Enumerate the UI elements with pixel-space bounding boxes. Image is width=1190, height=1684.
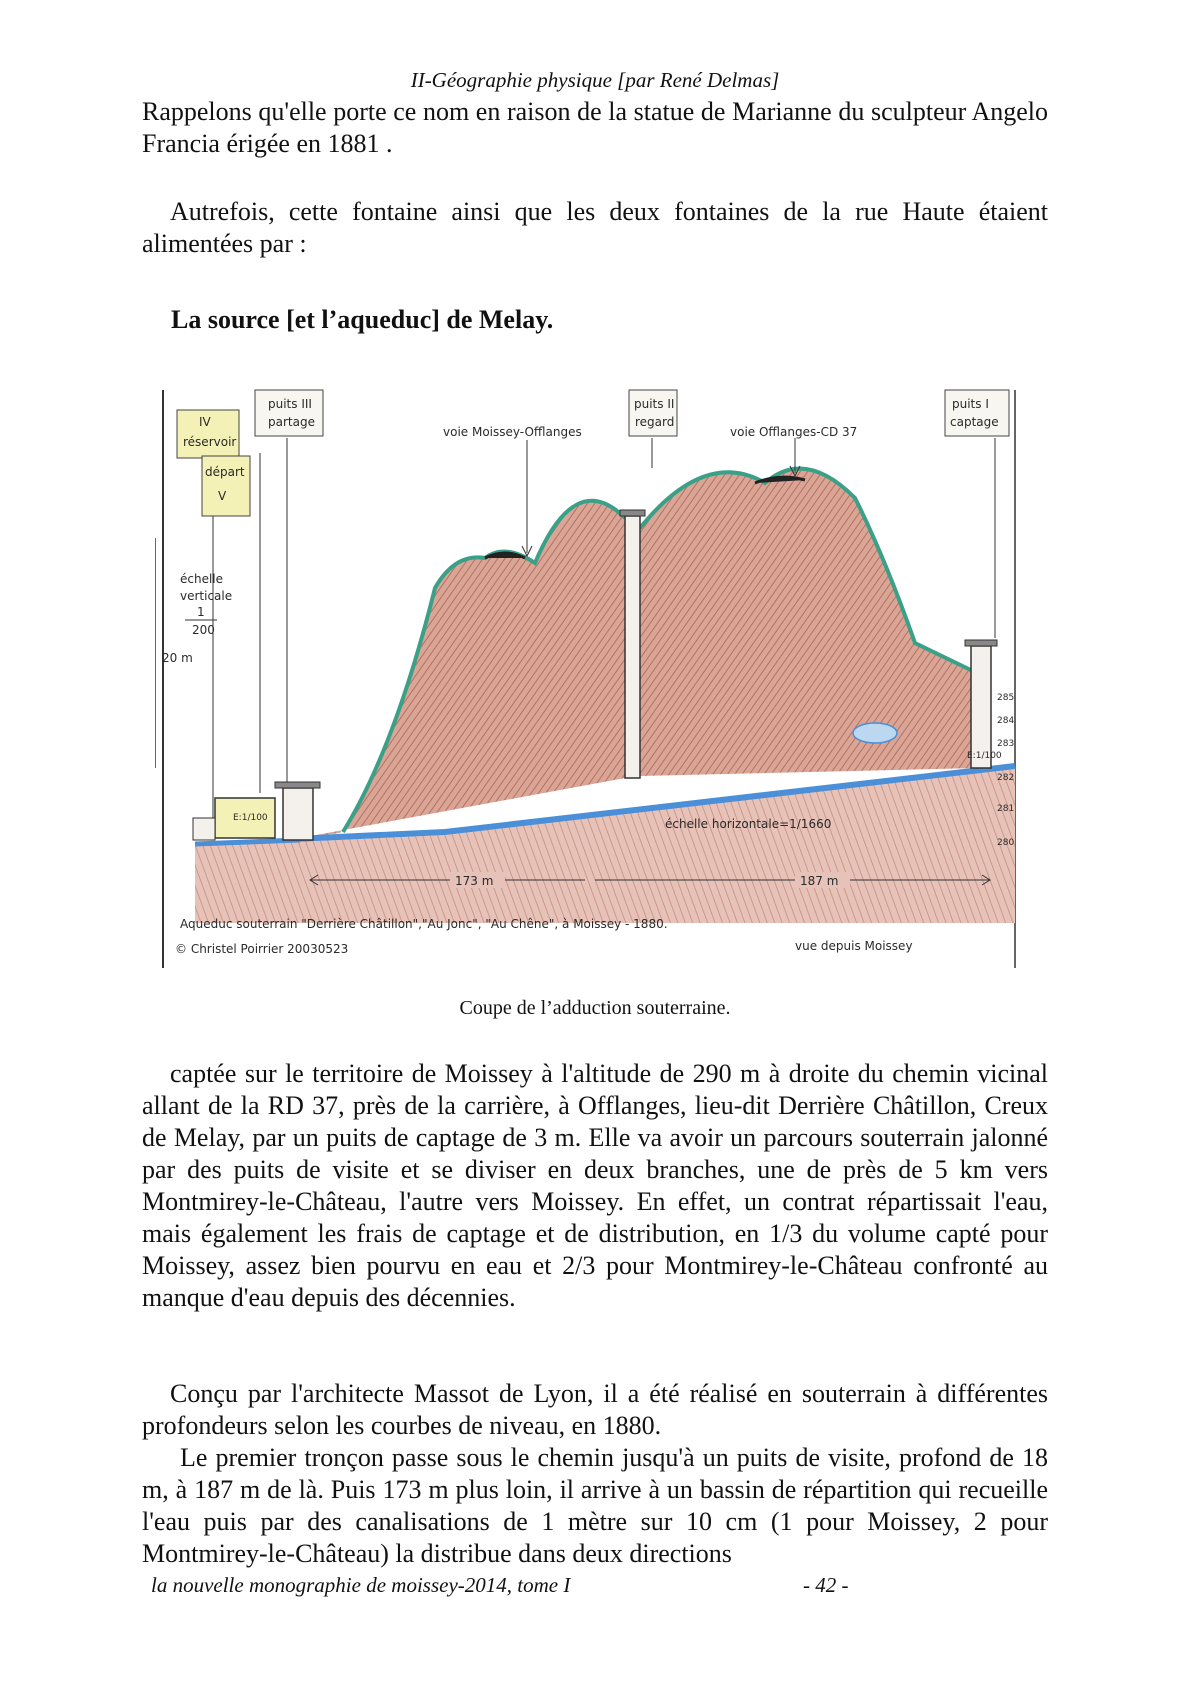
label-voie-1: voie Moissey-Offlanges: [443, 425, 582, 439]
label-173m: 173 m: [455, 874, 494, 888]
cross-section-drawing: [155, 388, 1021, 970]
label-echelle-horizontale: échelle horizontale=1/1660: [665, 817, 832, 831]
shaft-1: [971, 646, 991, 768]
alt-285: 285: [997, 693, 1015, 703]
paragraph-1: Rappelons qu'elle porte ce nom en raison de la statue de Marianne du sculpteur Angelo Francia érigée en 1881 .: [142, 97, 1048, 158]
label-echelle-2: verticale: [180, 589, 233, 603]
drawing-credit: © Christel Poirrier 20030523: [175, 942, 349, 956]
spring-source: [853, 723, 897, 743]
lower-ground: [195, 768, 1015, 923]
hill-left: [300, 501, 625, 838]
alt-282: 282: [997, 773, 1015, 783]
aqueduct-cross-section-figure: [155, 388, 1021, 970]
label-187m: 187 m: [800, 874, 839, 888]
label-e100-left: E:1/100: [233, 813, 268, 823]
drawing-title: Aqueduc souterrain "Derrière Châtillon","Au Jonc", "Au Chêne", à Moissey - 1880.: [180, 917, 668, 931]
label-echelle-1: échelle: [180, 572, 224, 586]
label-echelle-4: 200: [192, 623, 215, 637]
alt-281: 281: [997, 804, 1015, 814]
label-voie-2: voie Offlanges-CD 37: [730, 425, 858, 439]
running-header: II-Géographie physique [par René Delmas]: [410, 68, 780, 92]
paragraph-3: captée sur le territoire de Moissey à l'altitude de 290 m à droite du chemin vicinal allant de la RD 37, près de la carrière, à Offlanges, lieu-dit Derrière Châtillon, Creux de Melay, par un puits de captage de 3 m. Elle va avoir un parcours souterrain jalonné par des puits de visite et se diviser en deux branches, une de près de 5 km vers Montmirey-le-Château, l'autre vers Moissey. En effet, un contrat répartissait l'eau, mais également les frais de captage et de distribution, en 1/3 du volume capté pour Moissey, assez bien pourvu en eau et 2/3 pour Montmirey-le-Château confronté au manque d'eau depuis des décennies.: [142, 1059, 1048, 1312]
page-number: - 42 -: [803, 1573, 849, 1597]
label-puits2-b: regard: [635, 415, 675, 429]
alt-284: 284: [997, 716, 1015, 726]
label-puits3-b: partage: [268, 415, 315, 429]
alt-280: 280: [997, 838, 1015, 848]
paragraph-2: Autrefois, cette fontaine ainsi que les deux fontaines de la rue Haute étaient alimentées par :: [142, 197, 1048, 258]
figure-caption: Coupe de l’adduction souterraine.: [459, 997, 731, 1019]
label-puits2-a: puits II: [634, 397, 675, 411]
paragraph-4: Conçu par l'architecte Massot de Lyon, il a été réalisé en souterrain à différentes profondeurs selon les courbes de niveau, en 1880.: [142, 1379, 1048, 1440]
label-puits3-a: puits III: [268, 397, 312, 411]
label-depart-b: V: [218, 489, 227, 503]
label-puits1-a: puits I: [952, 397, 989, 411]
label-e100-right: E:1/100: [967, 751, 1002, 761]
section-heading: La source [et l’aqueduc] de Melay.: [171, 305, 554, 334]
label-puits4-b: réservoir: [183, 435, 237, 449]
label-echelle-3: 1: [197, 605, 205, 619]
hill-right: [640, 469, 977, 776]
drawing-view: vue depuis Moissey: [795, 939, 913, 953]
label-puits4-a: IV: [199, 415, 211, 429]
label-puits1-b: captage: [950, 415, 999, 429]
shaft-2: [625, 516, 640, 778]
label-depart-a: départ: [205, 465, 245, 479]
footer-title: la nouvelle monographie de moissey-2014, tome I: [151, 1573, 571, 1597]
shaft-3: [283, 788, 313, 840]
paragraph-5: Le premier tronçon passe sous le chemin jusqu'à un puits de visite, profond de 18 m, à 187 m de là. Puis 173 m plus loin, il arrive à un bassin de répartition qui recueille l'eau puis par des canalisations de 1 mètre sur 10 cm (1 pour Moissey, 2 pour Montmirey-le-Château) la distribue dans deux directions: [142, 1443, 1048, 1568]
alt-283: 283: [997, 739, 1015, 749]
label-20m: 20 m: [162, 651, 193, 665]
